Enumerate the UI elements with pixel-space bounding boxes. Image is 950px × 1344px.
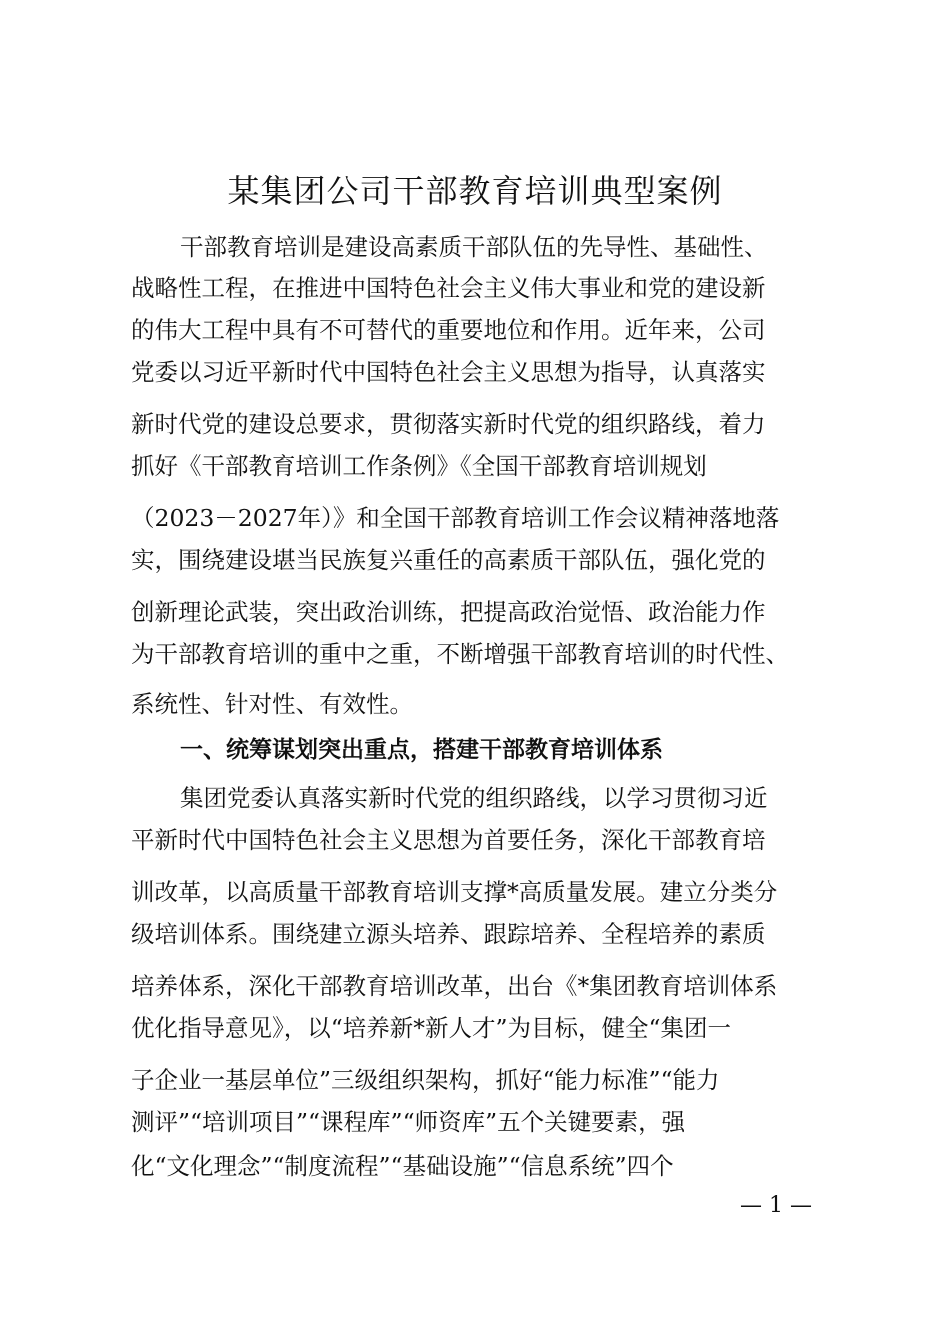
paragraph-line: 测评”“培训项目”“课程库”“师资库”五个关键要素，强 [131,1108,686,1136]
paragraph-line: 训改革，以高质量干部教育培训支撑*高质量发展。建立分类分 [131,878,778,906]
document-title: 某集团公司干部教育培训典型案例 [227,172,723,210]
paragraph-line: 级培训体系。围绕建立源头培养、跟踪培养、全程培养的素质 [131,920,766,948]
paragraph-line: 优化指导意见》，以“培养新*新人才”为目标，健全“集团一 [131,1014,732,1042]
paragraph-line: 抓好《干部教育培训工作条例》《全国干部教育培训规划 [131,452,707,480]
paragraph-line: 集团党委认真落实新时代党的组织路线，以学习贯彻习近 [180,784,768,812]
paragraph-line: 干部教育培训是建设高素质干部队伍的先导性、基础性、 [180,233,768,261]
paragraph-line: 战略性工程，在推进中国特色社会主义伟大事业和党的建设新 [131,274,766,302]
paragraph-line: 平新时代中国特色社会主义思想为首要任务，深化干部教育培 [131,826,766,854]
paragraph-line: 培养体系，深化干部教育培训改革，出台《*集团教育培训体系 [131,972,778,1000]
paragraph-line: （2023－2027年）》和全国干部教育培训工作会议精神落地落 [131,504,780,532]
section-heading: 一、统筹谋划突出重点，搭建干部教育培训体系 [180,737,663,763]
paragraph-line: 化“文化理念”“制度流程”“基础设施”“信息系统”四个 [131,1152,674,1180]
paragraph-line: 子企业一基层单位”三级组织架构，抓好“能力标准”“能力 [131,1066,720,1094]
paragraph-line: 实，围绕建设堪当民族复兴重任的高素质干部队伍，强化党的 [131,546,766,574]
paragraph-line: 新时代党的建设总要求，贯彻落实新时代党的组织路线，着力 [131,410,766,438]
paragraph-line: 创新理论武装，突出政治训练，把提高政治觉悟、政治能力作 [131,598,766,626]
paragraph-line: 系统性、针对性、有效性。 [131,690,413,718]
page-number: — 1 — [740,1193,812,1218]
paragraph-line: 的伟大工程中具有不可替代的重要地位和作用。近年来，公司 [131,316,766,344]
paragraph-line: 党委以习近平新时代中国特色社会主义思想为指导，认真落实 [131,358,766,386]
paragraph-line: 为干部教育培训的重中之重，不断增强干部教育培训的时代性、 [131,640,789,668]
